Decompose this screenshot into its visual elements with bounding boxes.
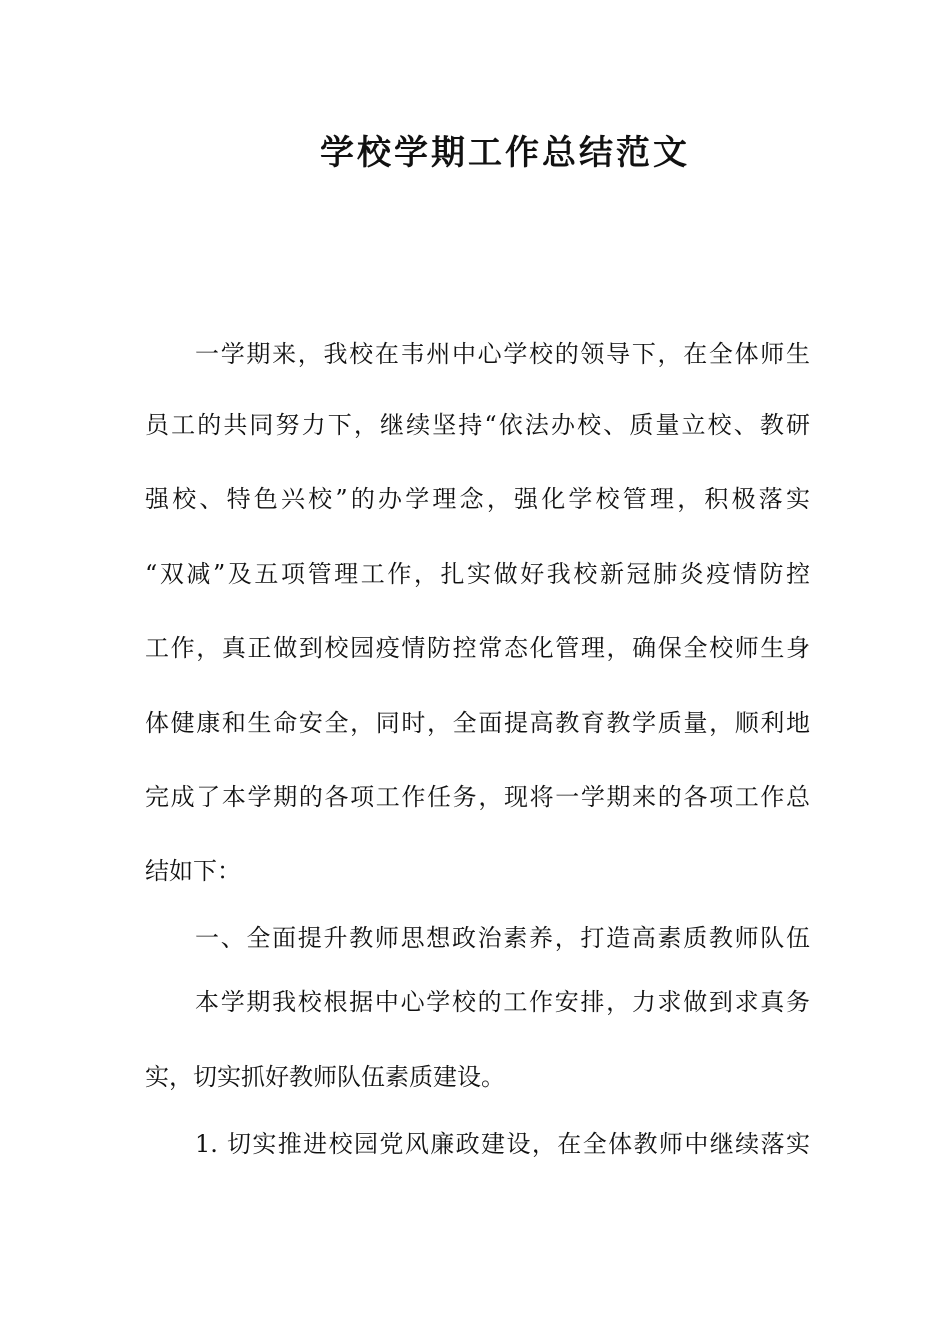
paragraph-line: 实，切实抓好教师队伍素质建设。	[145, 1063, 505, 1091]
paragraph-line: “双减”及五项管理工作，扎实做好我校新冠肺炎疫情防控	[145, 560, 810, 588]
paragraph-line: 一学期来，我校在韦州中心学校的领导下，在全体师生	[195, 340, 810, 368]
paragraph-line: 完成了本学期的各项工作任务，现将一学期来的各项工作总	[145, 783, 810, 811]
paragraph-line: 体健康和生命安全，同时，全面提高教育教学质量，顺利地	[145, 709, 810, 737]
paragraph-line: 强校、特色兴校”的办学理念，强化学校管理，积极落实	[145, 485, 810, 513]
paragraph-line: 本学期我校根据中心学校的工作安排，力求做到求真务	[195, 988, 810, 1016]
paragraph-line: 结如下：	[145, 857, 241, 885]
paragraph-line: 工作，真正做到校园疫情防控常态化管理，确保全校师生身	[145, 634, 810, 662]
paragraph-line: 员工的共同努力下，继续坚持“依法办校、质量立校、教研	[145, 411, 810, 439]
paragraph-line: 1. 切实推进校园党风廉政建设，在全体教师中继续落实	[195, 1130, 810, 1158]
section-heading: 一、全面提升教师思想政治素养，打造高素质教师队伍	[195, 924, 810, 952]
document-title: 学校学期工作总结范文	[320, 133, 690, 173]
